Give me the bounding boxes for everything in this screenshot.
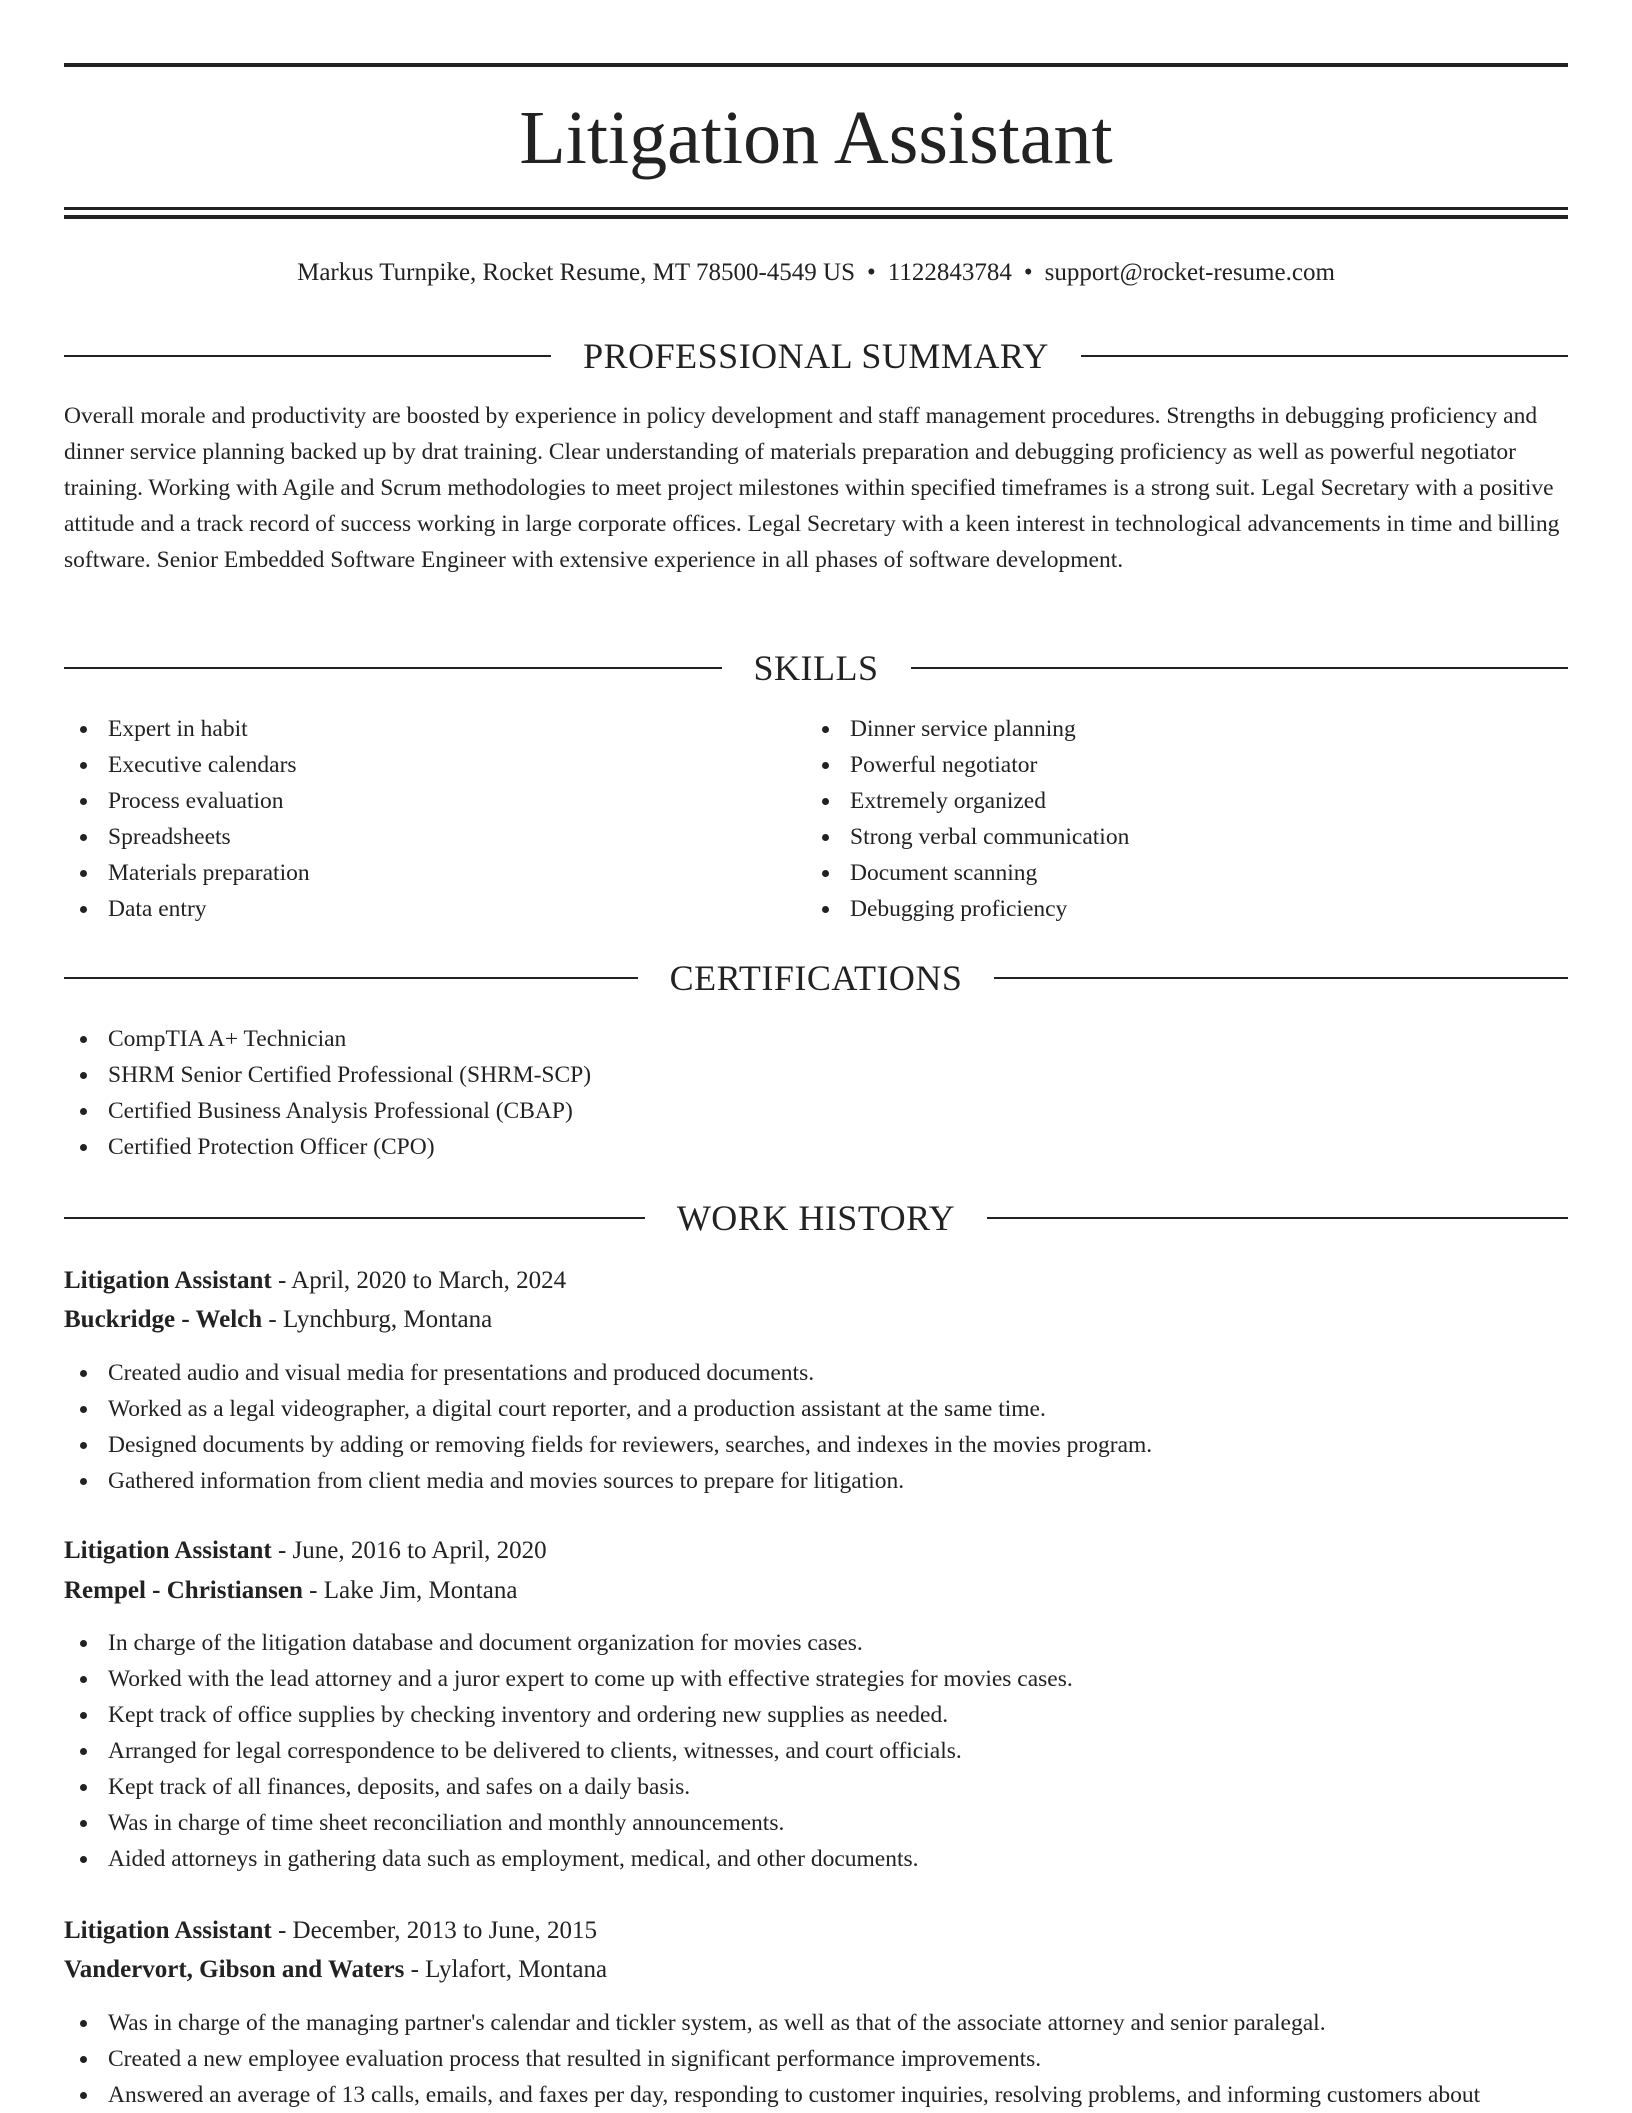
job-bullet: Kept track of office supplies by checking inventory and ordering new supplies as needed.: [64, 1697, 1568, 1733]
section-rule: [1081, 355, 1568, 357]
job-bullets: [64, 2005, 1568, 2113]
job-title: Litigation Assistant: [64, 1917, 272, 1944]
job-company-line: [64, 1572, 1568, 1610]
section-rule: [64, 667, 722, 669]
skill-item: Process evaluation: [64, 783, 804, 819]
contact-phone: 1122843784: [887, 259, 1012, 286]
job-bullet: Arranged for legal correspondence to be delivered to clients, witnesses, and court officials.: [64, 1733, 1568, 1769]
top-rule: [64, 63, 1568, 67]
job-bullet: Created a new employee evaluation process that resulted in significant performance improvements.: [64, 2041, 1568, 2077]
certification-item: Certified Protection Officer (CPO): [64, 1129, 1568, 1165]
contact-line: [64, 255, 1568, 291]
contact-email: support@rocket-resume.com: [1044, 259, 1335, 286]
section-title: WORK HISTORY: [676, 1198, 956, 1238]
job-bullet: Was in charge of time sheet reconciliation and monthly announcements.: [64, 1805, 1568, 1841]
certifications-list: [64, 1021, 1568, 1165]
job-bullet: In charge of the litigation database and document organization for movies cases.: [64, 1625, 1568, 1661]
contact-address: Markus Turnpike, Rocket Resume, MT 78500-4549 US: [297, 259, 855, 286]
title-rule-upper: [64, 207, 1568, 210]
skill-item: Data entry: [64, 891, 804, 927]
title-rule-lower: [64, 215, 1568, 219]
job-bullets: [64, 1625, 1568, 1877]
job-location: - Lynchburg, Montana: [262, 1306, 493, 1333]
job-dates: - June, 2016 to April, 2020: [271, 1537, 547, 1564]
work-history-section-header: [64, 1196, 1568, 1240]
contact-separator: •: [1023, 259, 1033, 286]
section-rule: [987, 1217, 1568, 1219]
section-rule: [911, 667, 1569, 669]
job-bullet: Answered an average of 13 calls, emails, and faxes per day, responding to customer inquiries, resolving problems, and informing customers about: [64, 2077, 1568, 2113]
section-title: PROFESSIONAL SUMMARY: [583, 336, 1049, 376]
skill-item: Debugging proficiency: [806, 891, 1546, 927]
job-bullet: Aided attorneys in gathering data such as employment, medical, and other documents.: [64, 1841, 1568, 1877]
skill-item: Materials preparation: [64, 855, 804, 891]
summary-section-header: [64, 334, 1568, 378]
skill-item: Spreadsheets: [64, 819, 804, 855]
job-bullet: Gathered information from client media and movies sources to prepare for litigation.: [64, 1463, 1568, 1499]
job-title-line: [64, 1532, 1568, 1570]
job-title: Litigation Assistant: [64, 1267, 272, 1294]
job-company-line: [64, 1301, 1568, 1339]
job-location: - Lylafort, Montana: [404, 1956, 608, 1983]
certification-item: CompTIA A+ Technician: [64, 1021, 1568, 1057]
job-title-line: [64, 1912, 1568, 1950]
skill-item: Dinner service planning: [806, 711, 1546, 747]
job-company: Buckridge - Welch: [64, 1306, 263, 1333]
summary-text: Overall morale and productivity are boosted by experience in policy development and staff management procedures. Strengths in debugging proficiency and dinner service planning backed up by drat training. Clear understanding of materials preparation and debugging proficiency as well as powerful negotiator training. Working with Agile and Scrum methodologies to meet project milestones within specified timeframes is a strong suit. Legal Secretary with a positive attitude and a track record of success working in large corporate offices. Legal Secretary with a keen interest in technological advancements in time and billing software. Senior Embedded Software Engineer with extensive experience in all phases of software development.: [64, 403, 1560, 573]
skill-item: Executive calendars: [64, 747, 804, 783]
job-title-line: [64, 1262, 1568, 1300]
job-bullet: Created audio and visual media for presentations and produced documents.: [64, 1355, 1568, 1391]
section-rule: [64, 1217, 645, 1219]
skill-item: Extremely organized: [806, 783, 1546, 819]
skills-list-left: [64, 711, 804, 927]
skill-item: Expert in habit: [64, 711, 804, 747]
job-title: Litigation Assistant: [64, 1537, 272, 1564]
resume-title: Litigation Assistant: [519, 96, 1113, 180]
skill-item: Powerful negotiator: [806, 747, 1546, 783]
job-location: - Lake Jim, Montana: [302, 1577, 518, 1604]
skill-item: Document scanning: [806, 855, 1546, 891]
job-dates: - April, 2020 to March, 2024: [271, 1267, 567, 1294]
job-bullet: Kept track of all finances, deposits, and safes on a daily basis.: [64, 1769, 1568, 1805]
skill-item: Strong verbal communication: [806, 819, 1546, 855]
section-rule: [64, 977, 638, 979]
job-bullet: Worked with the lead attorney and a juror expert to come up with effective strategies for movies cases.: [64, 1661, 1568, 1697]
contact-separator: •: [866, 259, 876, 286]
skills-section-header: [64, 646, 1568, 690]
job-bullet: Worked as a legal videographer, a digital court reporter, and a production assistant at the same time.: [64, 1391, 1568, 1427]
certifications-section-header: [64, 956, 1568, 1000]
job-company-line: [64, 1951, 1568, 1989]
job-bullet: Was in charge of the managing partner's calendar and tickler system, as well as that of the associate attorney and senior paralegal.: [64, 2005, 1568, 2041]
section-title: CERTIFICATIONS: [669, 958, 963, 998]
certification-item: SHRM Senior Certified Professional (SHRM-SCP): [64, 1057, 1568, 1093]
section-title: SKILLS: [753, 648, 879, 688]
skills-list-right: [806, 711, 1546, 927]
job-company: Vandervort, Gibson and Waters: [64, 1956, 405, 1983]
section-rule: [994, 977, 1568, 979]
job-dates: - December, 2013 to June, 2015: [271, 1917, 597, 1944]
job-bullet: Designed documents by adding or removing fields for reviewers, searches, and indexes in the movies program.: [64, 1427, 1568, 1463]
job-company: Rempel - Christiansen: [64, 1577, 303, 1604]
job-bullets: [64, 1355, 1568, 1499]
section-rule: [64, 355, 551, 357]
certification-item: Certified Business Analysis Professional (CBAP): [64, 1093, 1568, 1129]
